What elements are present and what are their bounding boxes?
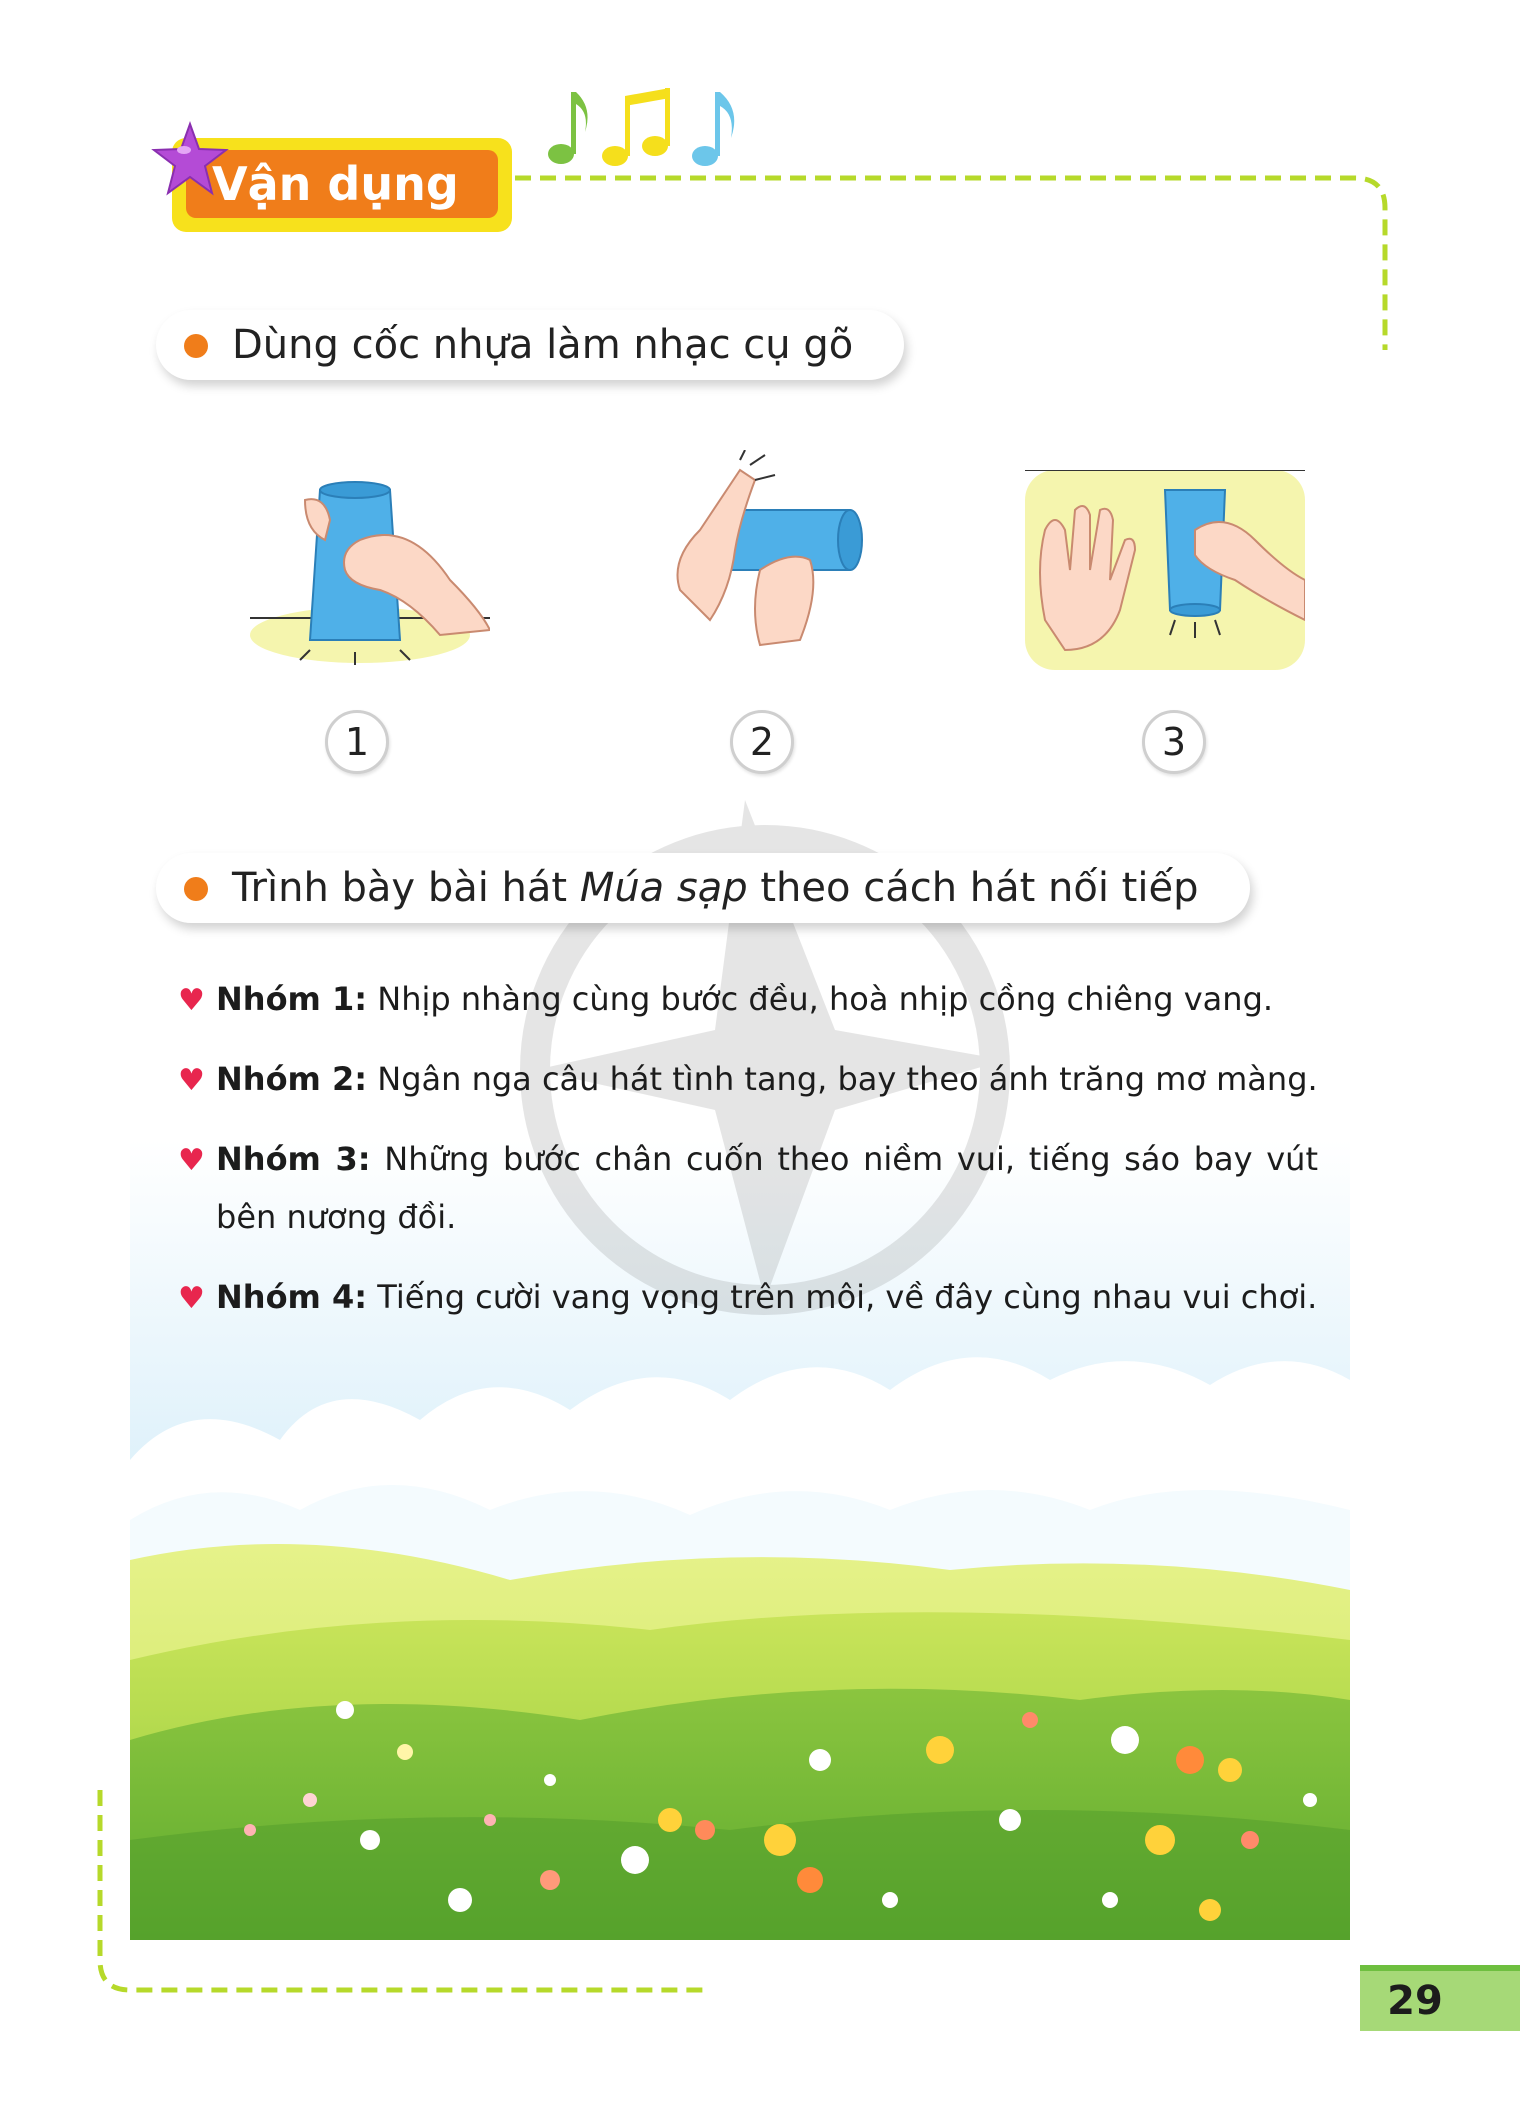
heart-icon: ♥ bbox=[178, 1063, 205, 1098]
cup-clap-illustration bbox=[660, 450, 880, 660]
music-notes-icon bbox=[545, 82, 755, 172]
hand-slap-and-cup-tap-illustration bbox=[1025, 470, 1305, 670]
group-item-3 bbox=[178, 1130, 1318, 1246]
star-icon bbox=[150, 120, 230, 200]
heart-icon: ♥ bbox=[178, 1143, 205, 1178]
section-title: Vận dụng bbox=[186, 150, 498, 218]
step-number-3: 3 bbox=[1142, 710, 1206, 774]
bullet-dot-icon bbox=[184, 334, 208, 358]
activity-heading-song bbox=[156, 853, 1250, 923]
step-number-2: 2 bbox=[730, 710, 794, 774]
heart-icon: ♥ bbox=[178, 1281, 205, 1316]
group-text: Những bước chân cuốn theo niềm vui, tiếng sáo bay vút bên nương đồi. bbox=[216, 1140, 1319, 1236]
group-label: Nhóm 1: bbox=[216, 980, 368, 1018]
group-label: Nhóm 2: bbox=[216, 1060, 368, 1098]
group-text: Tiếng cười vang vọng trên môi, về đây cùng nhau vui chơi. bbox=[367, 1278, 1318, 1316]
group-text: Nhịp nhàng cùng bước đều, hoà nhịp cồng chiêng vang. bbox=[367, 980, 1274, 1018]
bullet-dot-icon bbox=[184, 877, 208, 901]
group-item-1 bbox=[178, 970, 1318, 1028]
activity-heading-cups bbox=[156, 310, 904, 380]
group-label: Nhóm 3: bbox=[216, 1140, 371, 1178]
step-number-1: 1 bbox=[325, 710, 389, 774]
heading-text-start: Trình bày bài hát bbox=[232, 865, 580, 911]
page-number: 29 bbox=[1387, 1978, 1443, 2024]
group-text: Ngân nga câu hát tình tang, bay theo ánh trăng mơ màng. bbox=[367, 1060, 1318, 1098]
heart-icon: ♥ bbox=[178, 983, 205, 1018]
song-title: Múa sạp bbox=[579, 865, 748, 911]
activity-heading-text: Dùng cốc nhựa làm nhạc cụ gõ bbox=[232, 322, 854, 368]
cup-tap-on-table-illustration bbox=[250, 460, 490, 670]
group-item-2 bbox=[178, 1050, 1318, 1108]
group-item-4 bbox=[178, 1268, 1318, 1326]
group-list bbox=[178, 970, 1318, 1348]
group-label: Nhóm 4: bbox=[216, 1278, 368, 1316]
heading-text-end: theo cách hát nối tiếp bbox=[747, 865, 1199, 911]
page-number-tab bbox=[1360, 1965, 1520, 2031]
